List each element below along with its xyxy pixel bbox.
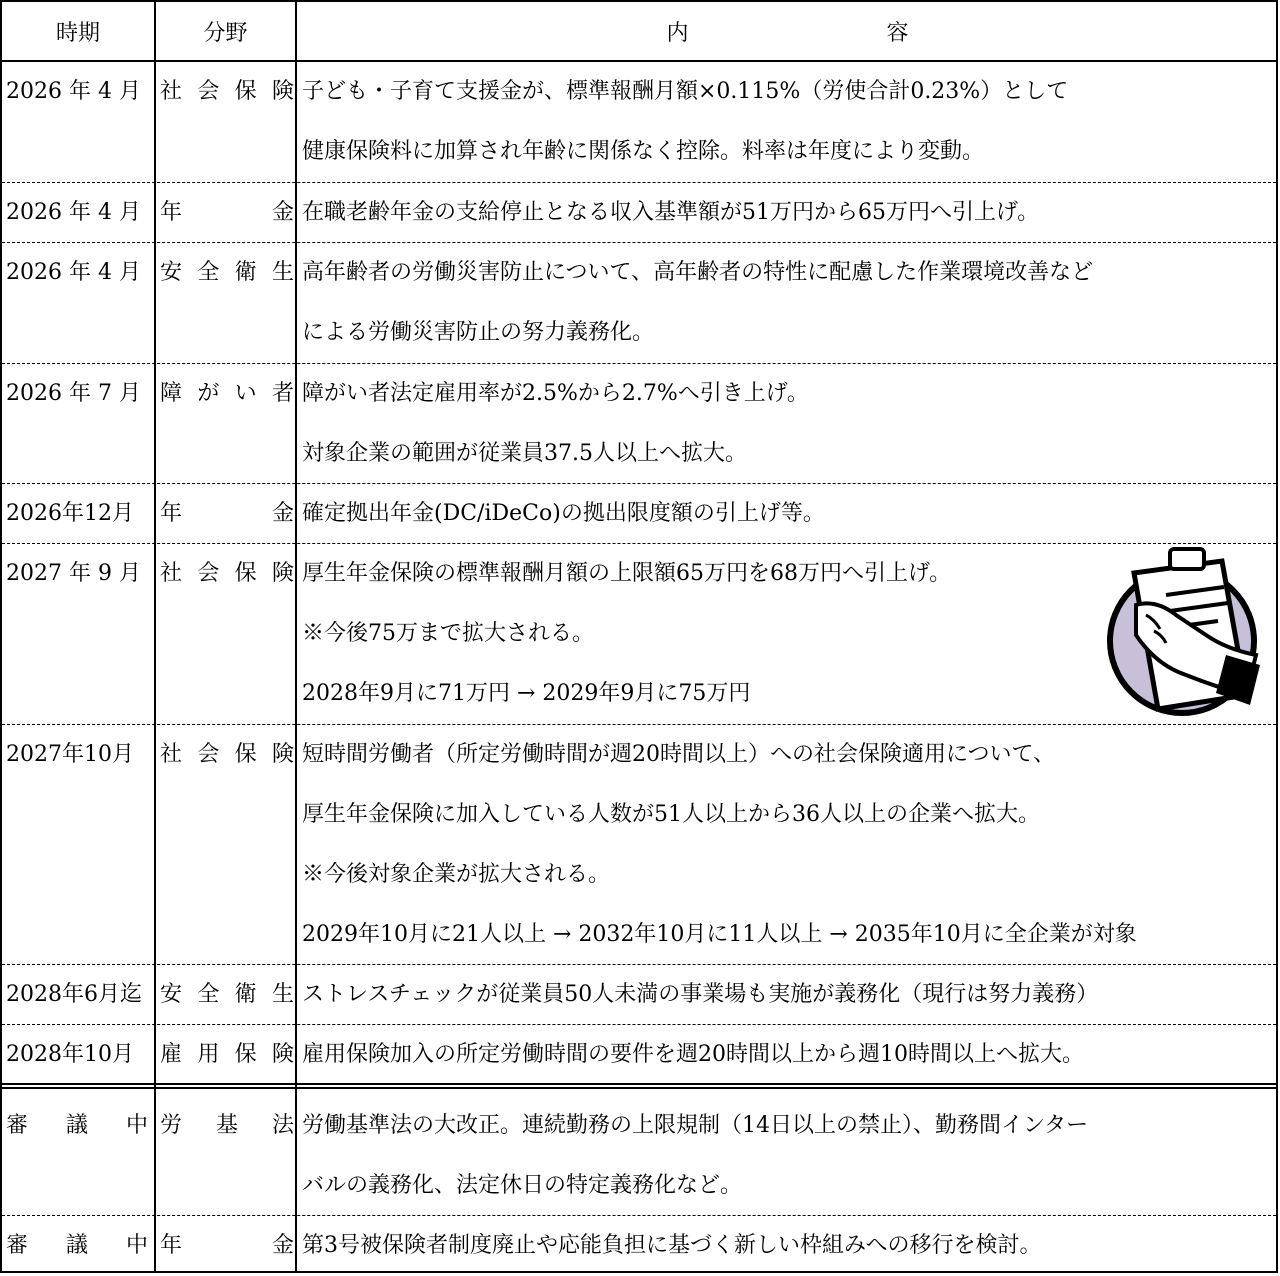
- content-line: 労働基準法の大改正。連続勤務の上限規制（14日以上の禁止）、勤務間インター: [302, 1113, 1089, 1138]
- header-field: 分野: [203, 20, 248, 46]
- row-content: [302, 725, 1272, 965]
- content-line: 確定拠出年金(DC/iDeCo)の拠出限度額の引上げ等。: [302, 501, 825, 526]
- row-field: 雇用保険: [160, 1042, 294, 1067]
- row-field: 社会保険: [160, 561, 294, 586]
- section-divider: [2, 1083, 1276, 1089]
- content-line: 在職老齢年金の支給停止となる収入基準額が51万円から65万円へ引上げ。: [302, 200, 1040, 225]
- table-row: [2, 183, 1276, 243]
- content-line: による労働災害防止の努力義務化。: [302, 320, 655, 345]
- content-line: 2029年10月に21人以上 → 2032年10月に11人以上 → 2035年10月に全企業が対象: [302, 922, 1137, 947]
- table-row: [2, 243, 1276, 364]
- row-field: 社会保険: [160, 79, 294, 104]
- row-content: [302, 1216, 1272, 1276]
- table-row: [2, 1096, 1276, 1216]
- table-header: [2, 2, 1276, 62]
- table-row: [2, 544, 1276, 725]
- row-field: 労基法: [160, 1113, 294, 1138]
- row-period: 2026 年 4 月: [6, 260, 141, 285]
- row-content: [302, 183, 1272, 243]
- content-line: 子ども・子育て支援金が、標準報酬月額×0.115%（労使合計0.23%）として: [302, 79, 1069, 104]
- row-field: 障がい者: [160, 381, 294, 406]
- table-row: [2, 1216, 1276, 1274]
- row-content: [302, 62, 1272, 182]
- content-line: 健康保険料に加算され年齢に関係なく控除。料率は年度により変動。: [302, 139, 985, 164]
- row-field: 安全衛生: [160, 260, 294, 285]
- row-field: 年金: [160, 1233, 294, 1258]
- row-content: [302, 243, 1272, 363]
- row-period: 2028年10月: [6, 1042, 134, 1067]
- clipboard-hand-icon: [1106, 545, 1262, 721]
- table-row: [2, 725, 1276, 965]
- row-field: 安全衛生: [160, 982, 294, 1007]
- row-field: 年金: [160, 501, 294, 526]
- header-content: 内 容: [666, 20, 909, 46]
- row-period: 2026年12月: [6, 501, 134, 526]
- row-content: [302, 1096, 1272, 1216]
- content-line: ストレスチェックが従業員50人未満の事業場も実施が義務化（現行は努力義務）: [302, 982, 1099, 1007]
- content-line: 短時間労働者（所定労働時間が週20時間以上）への社会保険適用について、: [302, 742, 1056, 767]
- content-line: 第3号被保険者制度廃止や応能負担に基づく新しい枠組みへの移行を検討。: [302, 1233, 1042, 1258]
- table-row: [2, 1025, 1276, 1085]
- content-line: ※今後75万まで拡大される。: [302, 621, 594, 646]
- content-line: バルの義務化、法定休日の特定義務化など。: [302, 1173, 743, 1198]
- row-period: 審議中: [6, 1113, 148, 1138]
- row-period: 審議中: [6, 1233, 148, 1258]
- table-row: [2, 965, 1276, 1025]
- content-line: 対象企業の範囲が従業員37.5人以上へ拡大。: [302, 441, 747, 466]
- row-period: 2027 年 9 月: [6, 561, 141, 586]
- row-period: 2026 年 4 月: [6, 200, 141, 225]
- content-line: 高年齢者の労働災害防止について、高年齢者の特性に配慮した作業環境改善など: [302, 260, 1094, 285]
- row-content: [302, 1025, 1272, 1085]
- content-line: ※今後対象企業が拡大される。: [302, 862, 611, 887]
- content-line: 2028年9月に71万円 → 2029年9月に75万円: [302, 681, 751, 706]
- table-row: [2, 364, 1276, 484]
- table-row: [2, 484, 1276, 544]
- row-period: 2026 年 4 月: [6, 79, 141, 104]
- content-line: 雇用保険加入の所定労働時間の要件を週20時間以上から週10時間以上へ拡大。: [302, 1042, 1084, 1067]
- row-period: 2028年6月迄: [6, 982, 142, 1007]
- row-period: 2026 年 7 月: [6, 381, 141, 406]
- row-field: 社会保険: [160, 742, 294, 767]
- content-line: 厚生年金保険の標準報酬月額の上限額65万円を68万円へ引上げ。: [302, 561, 952, 586]
- row-period: 2027年10月: [6, 742, 134, 767]
- row-content: [302, 364, 1272, 484]
- row-content: [302, 965, 1272, 1025]
- header-period: 時期: [55, 20, 100, 46]
- row-field: 年金: [160, 200, 294, 225]
- row-content: [302, 484, 1272, 544]
- table-row: [2, 62, 1276, 183]
- content-line: 障がい者法定雇用率が2.5%から2.7%へ引き上げ。: [302, 381, 809, 406]
- content-line: 厚生年金保険に加入している人数が51人以上から36人以上の企業へ拡大。: [302, 802, 1040, 827]
